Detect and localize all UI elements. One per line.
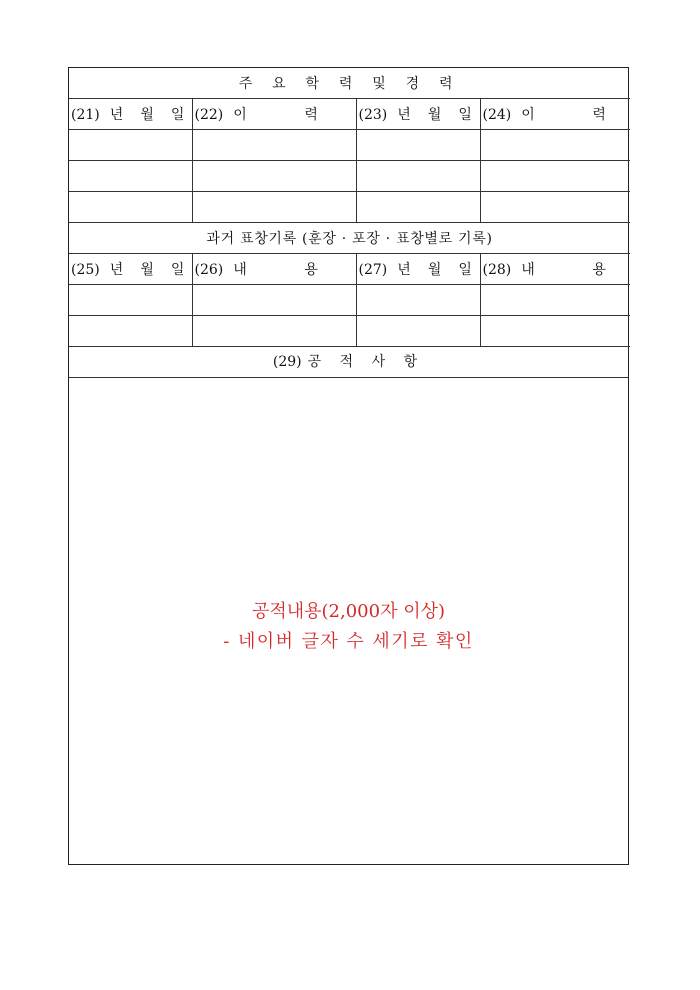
awards-section-title: 과거 표창기록 (훈장 · 포장 · 표창별로 기록) bbox=[69, 223, 630, 254]
merit-form bbox=[68, 67, 633, 865]
awards-col-content-1 bbox=[192, 254, 356, 285]
career-cell[interactable] bbox=[69, 192, 192, 223]
field-label: 내 용 bbox=[521, 262, 633, 278]
awards-col-date-1 bbox=[69, 254, 192, 285]
awards-row bbox=[69, 316, 630, 347]
awards-cell[interactable] bbox=[69, 316, 192, 347]
notice-line-1: 공적내용(2,000자 이상) bbox=[251, 601, 445, 622]
field-number: (24) bbox=[482, 107, 512, 123]
field-number: (26) bbox=[194, 262, 224, 278]
awards-header-row bbox=[69, 254, 630, 285]
remarks-section-title bbox=[69, 347, 628, 378]
field-number: (22) bbox=[194, 107, 224, 123]
awards-cell[interactable] bbox=[192, 285, 356, 316]
field-number: (29) bbox=[272, 354, 302, 370]
career-cell[interactable] bbox=[480, 192, 630, 223]
awards-cell[interactable] bbox=[480, 316, 630, 347]
career-row bbox=[69, 161, 630, 192]
career-cell[interactable] bbox=[192, 161, 356, 192]
career-cell[interactable] bbox=[356, 130, 480, 161]
awards-cell[interactable] bbox=[480, 285, 630, 316]
career-cell[interactable] bbox=[69, 130, 192, 161]
field-label: 이 력 bbox=[521, 107, 633, 123]
field-label: 년 월 일 bbox=[109, 262, 191, 278]
awards-cell[interactable] bbox=[356, 285, 480, 316]
field-label: 년 월 일 bbox=[397, 262, 479, 278]
remarks-title-label: 공 적 사 항 bbox=[307, 354, 425, 370]
awards-cell[interactable] bbox=[356, 316, 480, 347]
career-header-row bbox=[69, 99, 630, 130]
awards-col-date-2 bbox=[356, 254, 480, 285]
career-col-date-2 bbox=[356, 99, 480, 130]
field-label: 년 월 일 bbox=[397, 107, 479, 123]
field-number: (25) bbox=[71, 262, 100, 278]
remarks-notice bbox=[69, 597, 628, 657]
field-label: 이 력 bbox=[233, 107, 345, 123]
field-number: (27) bbox=[358, 262, 388, 278]
field-number: (21) bbox=[71, 107, 100, 123]
awards-cell[interactable] bbox=[69, 285, 192, 316]
field-number: (28) bbox=[482, 262, 512, 278]
field-label: 내 용 bbox=[233, 262, 345, 278]
notice-line-2: - 네이버 글자 수 세기로 확인 bbox=[223, 631, 474, 652]
career-col-history-2 bbox=[480, 99, 633, 130]
awards-cell[interactable] bbox=[192, 316, 356, 347]
career-cell[interactable] bbox=[356, 161, 480, 192]
awards-title-row bbox=[69, 223, 630, 254]
career-cell[interactable] bbox=[356, 192, 480, 223]
career-section-title: 주 요 학 력 및 경 력 bbox=[69, 68, 630, 99]
career-cell[interactable] bbox=[480, 161, 630, 192]
career-col-history-1 bbox=[192, 99, 356, 130]
career-cell[interactable] bbox=[480, 130, 630, 161]
career-row bbox=[69, 192, 630, 223]
career-col-date-1 bbox=[69, 99, 192, 130]
field-label: 년 월 일 bbox=[109, 107, 191, 123]
field-number: (23) bbox=[358, 107, 388, 123]
career-row bbox=[69, 130, 630, 161]
remarks-body[interactable] bbox=[69, 387, 628, 864]
career-title-row bbox=[69, 68, 630, 99]
awards-col-content-2 bbox=[480, 254, 633, 285]
career-table bbox=[69, 68, 633, 347]
career-cell[interactable] bbox=[192, 192, 356, 223]
awards-row bbox=[69, 285, 630, 316]
career-cell[interactable] bbox=[69, 161, 192, 192]
career-cell[interactable] bbox=[192, 130, 356, 161]
